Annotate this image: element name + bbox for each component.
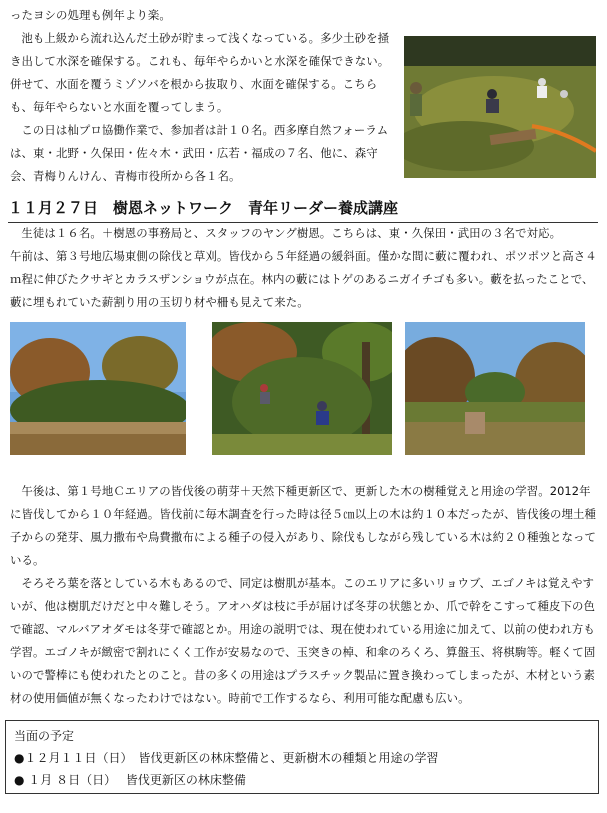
schedule-item: ● １月 ８日（日） 皆伐更新区の林床整備 — [14, 773, 246, 787]
clearing-photo-middle — [212, 322, 392, 455]
afternoon-paragraph-regrowth: 午後は、第１号地Ｃエリアの皆伐後の萌芽＋天然下種更新区で、更新した木の樹種覚えと用途の学習。2012年に皆伐してから１０年経過。皆伐前に毎木調査を行った時は径５㎝以上の木は約１０本だったが、皆伐後の埋土種子からの発芽、風力撒布や鳥費撒布による種子の侵入があり、除伐もしながら残している木は約２０種強となっている。 — [10, 484, 597, 567]
intro-paragraph-participants: この日は杣プロ協働作業で、参加者は計１０名。西多摩自然フォーラムは、東・北野・久保田・佐々木・武田・広若・福成の７名、他に、森守会、青梅りんけん、青梅市役所から各１名。 — [10, 123, 389, 183]
pond-work-photo — [404, 36, 596, 178]
intro-block — [10, 4, 398, 188]
section-heading: １１月２７日 樹恩ネットワーク 青年リーダー養成講座 — [8, 196, 598, 223]
schedule-box — [5, 720, 599, 794]
intro-paragraph-pond: 池も上級から流れ込んだ土砂が貯まって浅くなっている。多少土砂を掻き出して水深を確保する。これも、毎年やらかいと水深を確保できない。併せて、水面を覆うミゾソバを根から抜取り、水面を確保する。こちらも、毎年やらないと水面を覆ってしまう。 — [10, 31, 390, 114]
schedule-item: ●１２月１１日（日） 皆伐更新区の林床整備と、更新樹木の種類と用途の学習 — [14, 751, 439, 765]
section-body — [10, 222, 598, 314]
clearing-photo-right — [405, 322, 585, 455]
afternoon-block — [10, 480, 598, 710]
schedule-title: 当面の予定 — [14, 729, 75, 743]
section-paragraph-morning: 午前は、第３号地広場東側の除伐と草刈。皆伐から５年経過の緩斜面。僅かな間に藪に覆われ、ポツポツと高さ４ｍ程に伸びたクサギとカラスザンショウが点在。林内の藪にはトゲのあるニガイチゴも多い。藪を払ったことで、藪に埋もれていた薪割り用の玉切り材や柵も見えて来た。 — [10, 249, 597, 309]
afternoon-paragraph-identification: そろそろ葉を落としている木もあるので、同定は樹肌が基本。このエリアに多いリョウブ、エゴノキは覚えやすいが、他は樹肌だけだと中々難しそう。アオハダは枝に手が届けば冬芽の状態とか、爪で幹をこすって種皮下の色で確認、マルバアオダモは冬芽で確認とか。用途の説明では、現在使われている用途に加えて、以前の使われ方も学習。エゴノキが緻密で割れにくく工作が安易なので、玉突きの棹、和傘のろくろ、算盤玉、将棋駒等。軽くて固いので警棒にも使われたとのこと。昔の多くの用途はプラスチック製品に置き換わってしまったが、木材という素材の使用価値が無くなったわけではない。時前で工作するなら、利用可能な配慮も広い。 — [10, 576, 596, 705]
clearing-photo-left — [10, 322, 186, 455]
section-paragraph-participants: 生徒は１６名。＋樹恩の事務局と、スタッフのヤング樹恩。こちらは、東・久保田・武田の３名で対応。 — [21, 226, 562, 240]
intro-continued-line: ったヨシの処理も例年より楽。 — [10, 8, 171, 22]
